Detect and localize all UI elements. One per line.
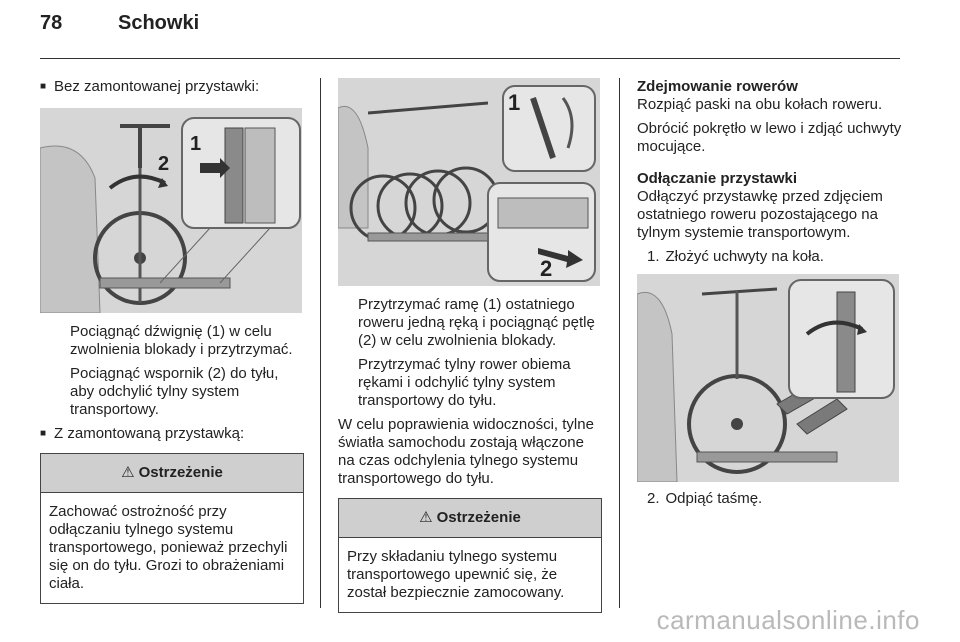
step-number: 1. [647,248,660,265]
step-number: 2. [647,490,660,507]
section-heading: Zdejmowanie rowerów [637,78,798,95]
figure-label-2: 2 [540,256,553,281]
bullet-text: Z zamontowaną przystawką: [54,425,245,442]
instruction-text: Pociągnąć dźwignię (1) w celu zwolnienia blokady i przytrzymać. [70,323,293,358]
bike-carrier-illustration-3 [637,274,899,482]
warning-header [41,454,303,493]
page-number: 78 [40,12,63,34]
bike-carrier-illustration-2 [338,78,600,286]
step-text: Złożyć uchwyty na koła. [665,248,824,265]
header-rule [40,58,900,59]
figure-label-1: 1 [508,90,521,115]
warning-title: Ostrzeżenie [436,509,521,526]
bike-carrier-figure-1 [40,108,302,313]
step-text: Odpiąć taśmę. [665,490,763,507]
page-title: Schowki [118,12,200,34]
warning-box [40,453,304,604]
bullet-square-icon: ■ [40,81,47,92]
instruction-text: Przytrzymać ramę (1) ostatniego roweru jedną ręką i pociągnąć pętlę (2) w celu zwolnienia blokady. [358,296,595,349]
bullet-item [40,78,305,96]
column-2 [338,78,603,613]
bullet-text: Bez zamontowanej przystawki: [54,78,260,95]
warning-title: Ostrzeżenie [138,464,223,481]
bullet-item [40,425,305,443]
column-3 [637,78,907,508]
warning-text: Zachować ostrożność przy odłączaniu tylnego systemu transportowego, ponieważ przechyli się on do tyłu. Grozi to obrażeniami ciała. [49,503,288,592]
column-divider [619,78,620,608]
warning-header [339,499,601,538]
column-1 [40,78,305,604]
body-text: Odłączyć przystawkę przed zdjęciem ostatniego roweru pozostającego na tylnym systemie transportowym. [637,188,883,241]
bike-carrier-figure-2 [338,78,600,286]
warning-text: Przy składaniu tylnego systemu transportowego upewnić się, że został bezpiecznie zamocowany. [347,548,565,601]
bullet-square-icon: ■ [40,428,47,439]
instruction-text: Przytrzymać tylny rower obiema rękami i odchylić tylny system transportowy do tyłu. [358,356,571,409]
figure-label-2: 2 [158,153,170,175]
watermark: carmanualsonline.info [656,605,920,635]
bike-carrier-illustration-1 [40,108,302,313]
body-text: Rozpiąć paski na obu kołach roweru. [637,96,883,113]
warning-triangle-icon: ⚠ [121,464,135,481]
warning-box [338,498,602,613]
body-text: W celu poprawienia widoczności, tylne światła samochodu zostają włączone na czas odchylenia tylnego systemu transportowego do tyłu. [338,416,594,487]
step-item [637,490,907,508]
warning-triangle-icon: ⚠ [419,509,433,526]
bike-carrier-figure-3 [637,274,899,482]
section-heading: Odłączanie przystawki [637,170,798,187]
body-text: Obrócić pokrętło w lewo i zdjąć uchwyty mocujące. [637,120,902,155]
instruction-text: Pociągnąć wspornik (2) do tyłu, aby odchylić tylny system transportowy. [70,365,279,418]
step-item [637,248,907,266]
column-divider [320,78,321,608]
figure-label-1: 1 [190,133,202,155]
